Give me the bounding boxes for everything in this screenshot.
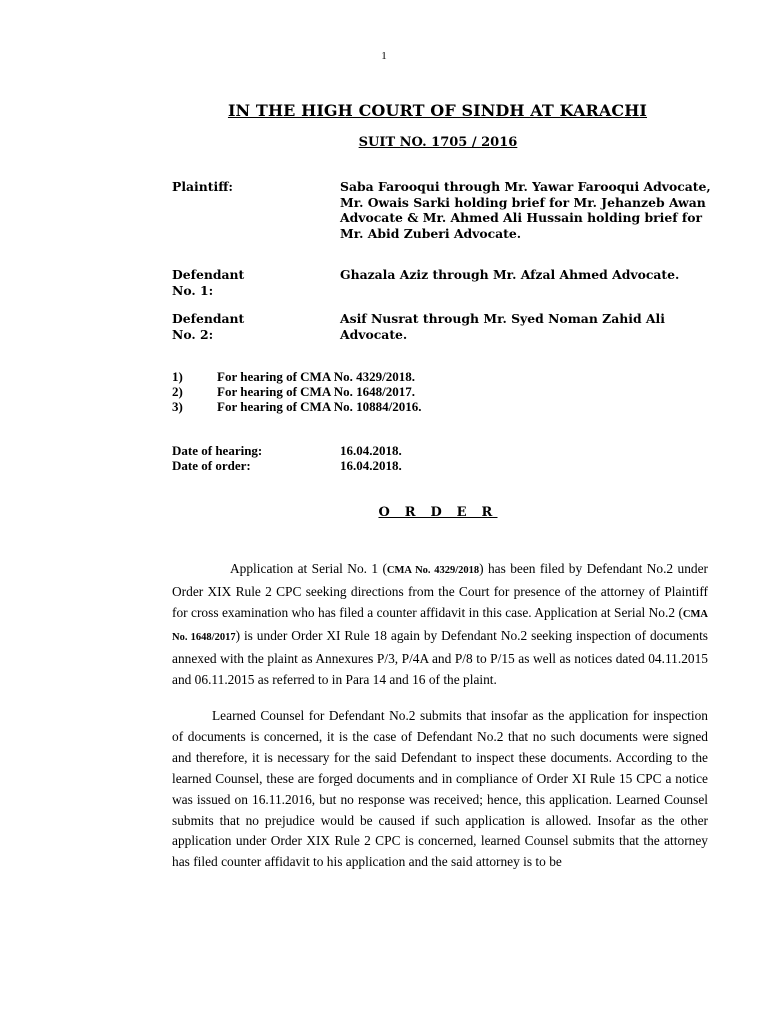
order-paragraph-2: Learned Counsel for Defendant No.2 submits that insofar as the application for inspection of documents is concerned, it is the case of Defendant No.2 that no such documents were signed and therefore, it is necessary for the said Defendant to inspect these documents. According to the learned Counsel, these are forged documents and in compliance of Order XI Rule 15 CPC a notice was issued on 16.11.2016, but no response was received; hence, this application. Learned Counsel submits that no prejudice would be caused if such application is allowed. Insofar as the other application under Order XIX Rule 2 CPC is concerned, learned Counsel submits that the attorney has filed counter affidavit to his application and the said attorney is to be [172,708,708,870]
cma-reference: CMA No. 1648/2017 [172,608,708,643]
order-heading: O R D E R [378,505,498,520]
party-value: Ghazala Aziz through Mr. Afzal Ahmed Advocate. [340,267,680,282]
party-label: Defendant No. 1: [172,267,245,298]
date-label: Date of hearing: [172,443,263,458]
paragraph-text: ) is under Order XI Rule 18 again by Defendant No.2 seeking inspection of documents annexed with the plaint as Annexures P/3, P/4A and P/8 to P/15 as well as notices dated 04.11.2015 and 06.11.2015 as referred to in Para 14 and 16 of the plaint. [172,627,709,687]
court-title: IN THE HIGH COURT OF SINDH AT KARACHI [227,101,648,120]
party-label: Defendant No. 2: [172,311,245,342]
cma-reference: CMA No. 4329/2018 [386,565,480,576]
order-paragraph-1 [172,559,708,690]
hearing-item-text: For hearing of CMA No. 10884/2016. [217,399,422,414]
date-label: Date of order: [172,458,251,473]
hearing-item-number: 1) [172,369,183,384]
party-label: Plaintiff: [172,179,233,194]
paragraph-text: Application at Serial No. 1 ( [230,561,387,576]
paragraph-text: ) has been filed by Defendant No.2 under Order XIX Rule 2 CPC seeking directions from the Court for presence of the attorney of Plaintiff for cross examination who has filed a counter affidavit in this case. Application at Serial No.2 ( [172,561,708,620]
party-value: Asif Nusrat through Mr. Syed Noman Zahid Ali Advocate. [340,311,665,342]
hearing-item-number: 2) [172,384,183,399]
hearing-item-number: 3) [172,399,183,414]
suit-number: SUIT NO. 1705 / 2016 [358,135,518,150]
date-value: 16.04.2018. [340,458,402,473]
party-value: Saba Farooqui through Mr. Yawar Farooqui Advocate, Mr. Owais Sarki holding brief for Mr. Jehanzeb Awan Advocate & Mr. Ahmed Ali Hussain holding brief for Mr. Abid Zuberi Advocate. [340,179,711,241]
hearing-item-text: For hearing of CMA No. 1648/2017. [217,384,415,399]
hearing-item-text: For hearing of CMA No. 4329/2018. [217,369,415,384]
date-value: 16.04.2018. [340,443,402,458]
page-number: 1 [381,50,387,62]
